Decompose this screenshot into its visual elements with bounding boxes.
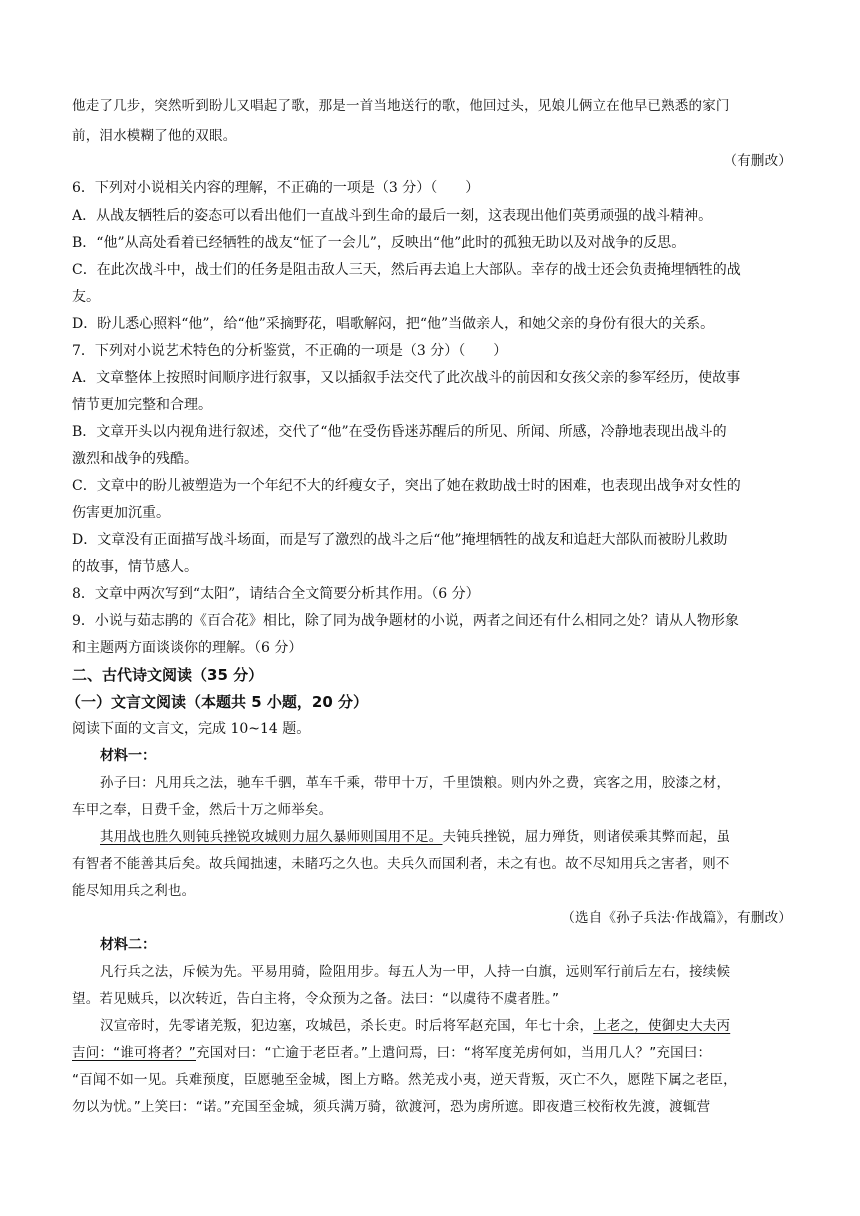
- material-1-text: 孙子曰：凡用兵之法，驰车千驷，革车千乘，带甲十万，千里馈粮。则内外之费，宾客之用，胶漆之材，: [100, 775, 731, 791]
- material-1-source: （选自《孙子兵法·作战篇》，有删改）: [561, 910, 792, 926]
- material-2-text: 汉宣帝时，先零诸羌叛，犯边塞，攻城邑，杀长吏。时后将军赵充国，年七十余，: [100, 1018, 594, 1034]
- reading-instruction: 阅读下面的文言文，完成 10~14 题。: [72, 721, 311, 737]
- material-2-text: 望。若见贼兵，以次转近，告白主将，令众预为之备。法曰：“以虞待不虞者胜。”: [72, 991, 560, 1007]
- section-heading: 二、古代诗文阅读（35 分）: [72, 666, 264, 684]
- question-7-option-a: A．文章整体上按照时间顺序进行叙事，又以插叙手法交代了此次战斗的前因和女孩父亲的参军经历，使故事: [72, 370, 741, 386]
- question-7-option-b: B．文章开头以内视角进行叙述，交代了“他”在受伤昏迷苏醒后的所见、所闻、所感，冷静地表现出战斗的: [72, 424, 727, 440]
- question-6-option-b: B．“他”从高处看着已经牺牲的战友“怔了一会儿”，反映出“他”此时的孤独无助以及对战争的反思。: [72, 235, 686, 251]
- subsection-heading: （一）文言文阅读（本题共 5 小题，20 分）: [66, 693, 368, 711]
- material-1-label: 材料一：: [100, 748, 156, 764]
- underlined-sentence: 上老之，使御史大夫丙: [593, 1018, 731, 1034]
- question-9: 9．小说与茹志鹃的《百合花》相比，除了同为战争题材的小说，两者之间还有什么相同之处？请从人物形象: [72, 613, 739, 629]
- material-2-text: 凡行兵之法，斥候为先。平易用骑，险阻用步。每五人为一甲，人持一白旗，远则军行前后左右，接续候: [100, 964, 731, 980]
- question-8: 8．文章中两次写到“太阳”，请结合全文简要分析其作用。（6 分）: [72, 586, 480, 602]
- material-1-text: 夫钝兵挫锐，屈力殚货，则诸侯乘其弊而起，虽: [442, 829, 731, 845]
- question-7-option-b-cont: 激烈和战争的残酷。: [72, 451, 198, 467]
- question-6-stem: 6．下列对小说相关内容的理解，不正确的一项是（3 分）（ ）: [72, 180, 480, 196]
- underlined-sentence: 其用战也胜久则钝兵挫锐攻城则力屈久暴师则国用不足。: [100, 829, 443, 845]
- material-1-text: 能尽知用兵之利也。: [72, 883, 196, 899]
- material-2-text: “百闻不如一见。兵难预度，臣愿驰至金城，图上方略。然羌戎小夷，逆天背叛，灭亡不久，愿陛下属之老臣，: [72, 1072, 737, 1088]
- story-text-line: 他走了几步，突然听到盼儿又唱起了歌，那是一首当地送行的歌，他回过头，见娘儿俩立在他早已熟悉的家门: [72, 98, 730, 114]
- material-2-text-line: [100, 1016, 792, 1036]
- material-2-text: 勿以为忧。”上笑曰：“诺。”充国至金城，须兵满万骑，欲渡河，恐为虏所遮。即夜遣三校衔枚先渡，渡辄营: [72, 1099, 711, 1115]
- question-6-option-a: A．从战友牺牲后的姿态可以看出他们一直战斗到生命的最后一刻，这表现出他们英勇顽强的战斗精神。: [72, 208, 713, 224]
- material-2-text: 充国对曰：“亡逾于老臣者。”上遣问焉，曰：“将军度羌虏何如，当用几人？”充国曰：: [196, 1045, 712, 1061]
- question-6-option-d: D．盼儿悉心照料“他”，给“他”采摘野花，唱歌解闷，把“他”当做亲人，和她父亲的身份有很大的关系。: [72, 316, 715, 332]
- question-6-option-c-cont: 友。: [72, 289, 100, 305]
- question-7-option-c-cont: 伤害更加沉重。: [72, 505, 170, 521]
- question-7-option-c: C．文章中的盼儿被塑造为一个年纪不大的纤瘦女子，突出了她在救助战士时的困难，也表现出战争对女性的: [72, 478, 741, 494]
- material-2-text-line: [72, 1043, 792, 1063]
- material-1-text: 车甲之奉，日费千金，然后十万之师举矣。: [72, 802, 333, 818]
- question-7-stem: 7．下列对小说艺术特色的分析鉴赏，不正确的一项是（3 分）（ ）: [72, 343, 508, 359]
- material-1-text-line: [100, 827, 792, 847]
- material-2-label: 材料二：: [100, 937, 156, 953]
- question-7-option-d: D．文章没有正面描写战斗场面，而是写了激烈的战斗之后“他”掩埋牺牲的战友和追赶大部队而被盼儿救助: [72, 532, 728, 548]
- story-source: （有删改）: [723, 153, 792, 169]
- material-1-text: 有智者不能善其后矣。故兵闻拙速，未睹巧之久也。夫兵久而国利者，未之有也。故不尽知用兵之害者，则不: [72, 856, 730, 872]
- question-9-cont: 和主题两方面谈谈你的理解。（6 分）: [72, 640, 303, 656]
- underlined-sentence: 吉问：“谁可将者？”: [72, 1045, 196, 1061]
- question-7-option-d-cont: 的故事，情节感人。: [72, 559, 198, 575]
- story-text-line: 前，泪水模糊了他的双眼。: [72, 128, 237, 144]
- question-6-option-c: C．在此次战斗中，战士们的任务是阻击敌人三天，然后再去追上大部队。幸存的战士还会负责掩埋牺牲的战: [72, 262, 741, 278]
- question-7-option-a-cont: 情节更加完整和合理。: [72, 397, 212, 413]
